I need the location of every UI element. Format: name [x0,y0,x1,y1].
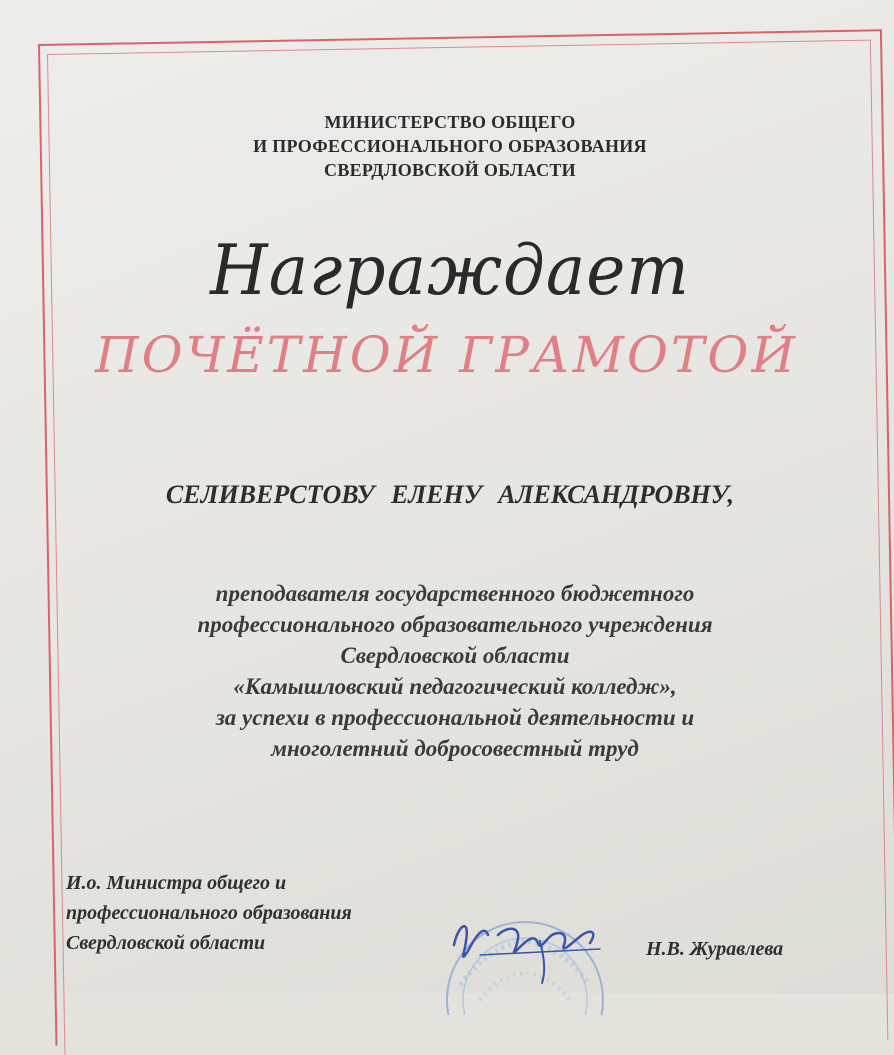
description-line-4: «Камышловский педагогический колледж», [233,674,677,699]
ministry-line-3: СВЕРДЛОВСКОЙ ОБЛАСТИ [324,160,576,180]
description-line-5: за успехи в профессиональной деятельности и [215,705,695,730]
description-line-3: Свердловской области [340,643,570,668]
handwritten-signature [440,905,610,990]
signer-title-line-3: Свердловской области [66,932,266,954]
description-line-2: профессионального образовательного учреждения [197,612,713,637]
certificate-title: ПОЧЁТНОЙ ГРАМОТОЙ [95,326,798,384]
signer-title [66,868,446,958]
ministry-line-2: И ПРОФЕССИОНАЛЬНОГО ОБРАЗОВАНИЯ [253,136,647,156]
award-description [110,578,800,764]
awards-heading: Награждает [210,230,690,311]
recipient-name: СЕЛИВЕРСТОВУ ЕЛЕНУ АЛЕКСАНДРОВНУ, [165,480,735,509]
signer-title-line-2: профессионального образования [66,902,352,924]
ministry-header [180,110,720,182]
description-line-1: преподавателя государственного бюджетного [215,581,695,606]
ministry-line-1: МИНИСТЕРСТВО ОБЩЕГО [324,112,576,132]
description-line-6: многолетний добросовестный труд [271,736,639,761]
signer-name: Н.В. Журавлева [646,938,784,960]
signer-title-line-1: И.о. Министра общего и [66,872,287,894]
